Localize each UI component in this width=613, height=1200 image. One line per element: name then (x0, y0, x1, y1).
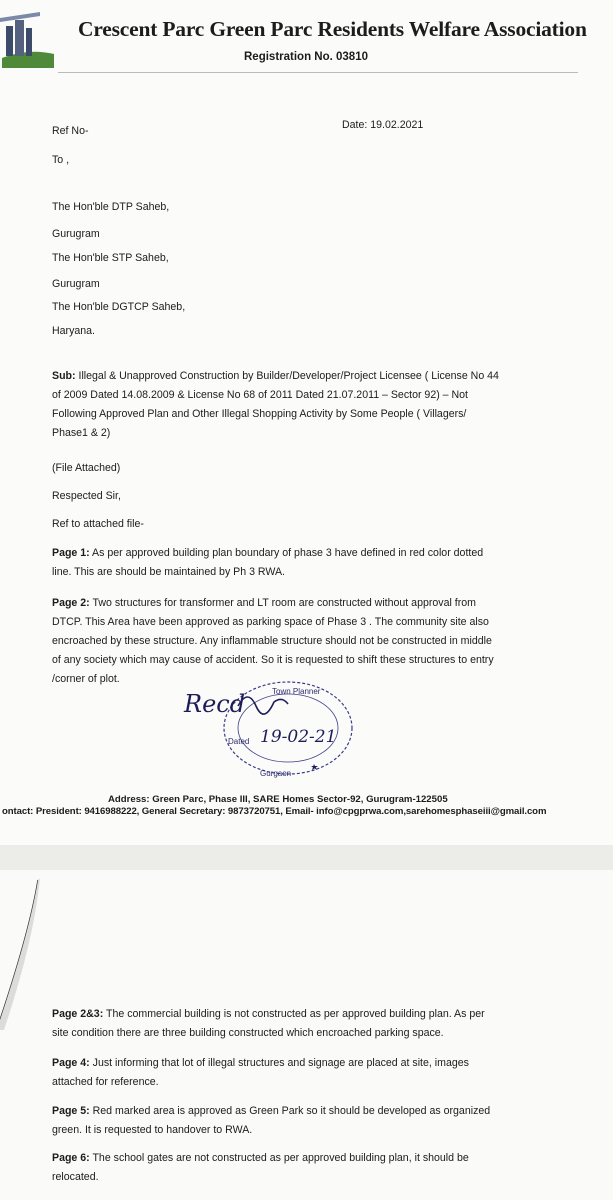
page-note-item (52, 1005, 532, 1043)
stamp-dated-label: Dated (228, 737, 250, 746)
file-attached: (File Attached) (52, 462, 121, 474)
letter-page-2 (0, 870, 613, 1200)
received-stamp (180, 676, 380, 786)
to-line: To , (52, 154, 70, 166)
page-note-line: attached for reference. (52, 1076, 159, 1088)
page-note-line: Red marked area is approved as Green Park so it should be developed as organized (92, 1105, 491, 1117)
page1-paragraph (52, 544, 546, 582)
handwritten-date: 19-02-21 (260, 727, 337, 747)
page-note-label: Page 4: (52, 1057, 90, 1069)
page2-line: of any society which may cause of accident. So it is requested to shift these structures to entry (52, 654, 494, 666)
ref-to-file: Ref to attached file- (52, 518, 144, 530)
letter-date: Date: 19.02.2021 (342, 119, 424, 131)
handwritten-signature: Recd (184, 690, 246, 718)
page-note-line: The school gates are not constructed as per approved building plan, it should be (92, 1152, 469, 1164)
page2-line: DTCP. This Area have been approved as parking space of Phase 3 . The community site also (52, 616, 489, 628)
subject-label: Sub: (52, 370, 76, 382)
addressee-line: Gurugram (52, 228, 100, 240)
page-note-label: Page 5: (52, 1105, 90, 1117)
subject-line: Illegal & Unapproved Construction by Builder/Developer/Project Licensee ( License No 44 (78, 370, 499, 382)
page-note-line: green. It is requested to handover to RWA. (52, 1124, 253, 1136)
salutation: Respected Sir, (52, 490, 121, 502)
header-divider (58, 72, 578, 73)
page-gap (0, 845, 613, 870)
addressee-line: Haryana. (52, 325, 95, 337)
page-note-item (52, 1149, 532, 1187)
page-note-item (52, 1102, 532, 1140)
page1-line: As per approved building plan boundary of phase 3 have defined in red color dotted (92, 547, 484, 559)
page-note-line: The commercial building is not constructed as per approved building plan. As per (106, 1008, 485, 1020)
footer-address: Address: Green Parc, Phase III, SARE Homes Sector-92, Gurugram-122505 (108, 794, 448, 805)
page2-line: Two structures for transformer and LT room are constructed without approval from (92, 597, 476, 609)
subject-line: Following Approved Plan and Other Illegal Shopping Activity by Some People ( Villagers/ (52, 408, 467, 420)
page-note-line: site condition there are three building constructed which encroached parking space. (52, 1027, 444, 1039)
ref-number: Ref No- (52, 125, 89, 137)
organization-name: Crescent Parc Green Parc Residents Welfare Association (78, 17, 587, 41)
stamp-ring-bottom: Gurgaon (260, 769, 292, 778)
subject-line: of 2009 Dated 14.08.2009 & License No 68 of 2011 Dated 21.07.2011 – Sector 92) – Not (52, 389, 469, 401)
page-note-line: relocated. (52, 1171, 99, 1183)
stamp-ring-top: Town Planner (272, 687, 321, 696)
addressee-line: The Hon'ble STP Saheb, (52, 252, 169, 264)
page1-line: line. This are should be maintained by Ph 3 RWA. (52, 566, 285, 578)
subject-paragraph (52, 367, 534, 443)
registration-number: Registration No. 03810 (244, 51, 368, 63)
page2-label: Page 2: (52, 597, 90, 609)
addressee-line: Gurugram (52, 278, 100, 290)
page-note-line: Just informing that lot of illegal structures and signage are placed at site, images (92, 1057, 469, 1069)
association-logo (0, 8, 56, 70)
subject-line: Phase1 & 2) (52, 427, 111, 439)
page-note-label: Page 6: (52, 1152, 90, 1164)
addressee-line: The Hon'ble DGTCP Saheb, (52, 301, 186, 313)
page2-paragraph (52, 594, 548, 689)
footer-contact: ontact: President: 9416988222, General Secretary: 9873720751, Email- info@cpgprwa.com,sarehomesphaseiii@gmail.com (2, 806, 547, 817)
page-note-label: Page 2&3: (52, 1008, 104, 1020)
addressee-line: The Hon'ble DTP Saheb, (52, 201, 170, 213)
page2-line: encroached by these structure. Any inflammable structure should not be constructed in middle (52, 635, 492, 647)
page-note-item (52, 1054, 532, 1092)
page1-label: Page 1: (52, 547, 90, 559)
page2-line: /corner of plot. (52, 673, 120, 685)
